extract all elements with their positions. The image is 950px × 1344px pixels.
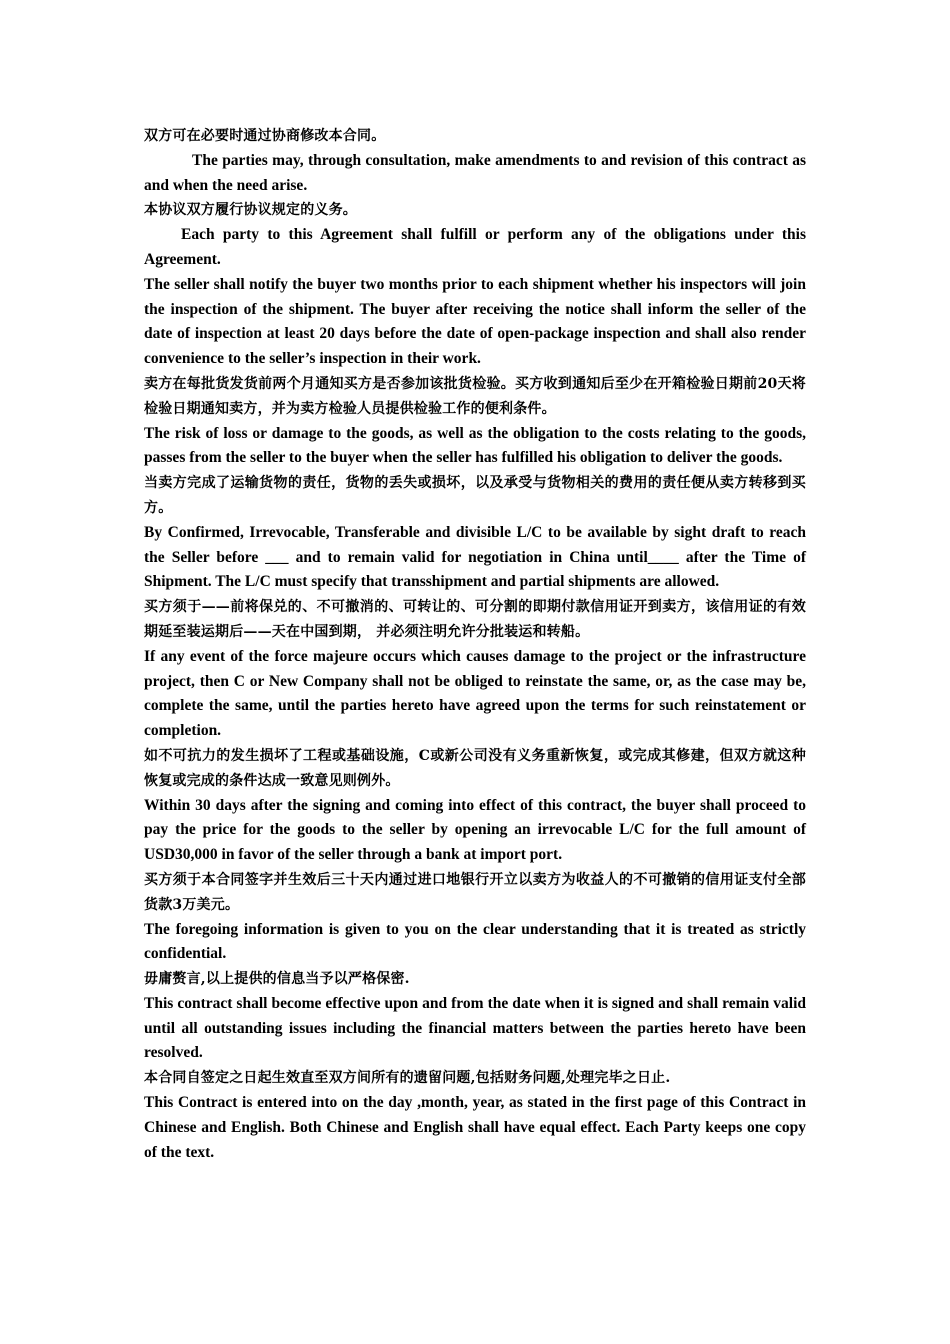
paragraph-zh-risk: 当卖方完成了运输货物的责任，货物的丢失或损坏，以及承受与货物相关的费用的责任便从卖方转移到买方。 xyxy=(144,475,806,516)
paragraph-en-languages: This Contract is entered into on the day ,month, year, as stated in the first page of this Contract in Chinese and English. Both Chinese and English shall have equal effect. Each Party keeps one copy of the text. xyxy=(144,1094,806,1161)
document-body xyxy=(144,124,806,1165)
paragraph-zh-effective: 本合同自签定之日起生效直至双方间所有的遗留问题,包括财务问题,处理完毕之日止. xyxy=(144,1070,671,1087)
paragraph-zh-force-majeure: 如不可抗力的发生损坏了工程或基础设施，C或新公司没有义务重新恢复，或完成其修建，但双方就这种恢复或完成的条件达成一致意见则例外。 xyxy=(144,747,806,789)
paragraph-zh-payment: 买方须于本合同签字并生效后三十天内通过进口地银行开立以卖方为收益人的不可撤销的信用证支付全部货款3万美元。 xyxy=(144,871,806,913)
paragraph-zh-amendment: 双方可在必要时通过协商修改本合同。 xyxy=(144,128,386,144)
paragraph-en-letter-of-credit: By Confirmed, Irrevocable, Transferable and divisible L/C to be available by sight draft to reach the Seller before ___ and to remain valid for negotiation in China until____ after the Time of Shipment. The L/C must specify that transshipment and partial shipments are allowed. xyxy=(144,523,806,591)
paragraph-en-obligations: Each party to this Agreement shall fulfill or perform any of the obligations under this Agreement. xyxy=(144,226,806,268)
paragraph-en-force-majeure: If any event of the force majeure occurs which causes damage to the project or the infrastructure project, then C or New Company shall not be obliged to reinstate the same, or, as the case may be, complete the same, until the parties hereto have agreed upon the terms for such reinstatement or completion. xyxy=(144,647,806,740)
paragraph-en-payment: Within 30 days after the signing and coming into effect of this contract, the buyer shall proceed to pay the price for the goods to the seller by opening an irrevocable L/C for the full amount of USD30,000 in favor of the seller through a bank at import port. xyxy=(144,796,806,864)
paragraph-zh-obligations: 本协议双方履行协议规定的义务。 xyxy=(144,202,357,219)
paragraph-zh-confidential: 毋庸赘言,以上提供的信息当予以严格保密. xyxy=(144,971,410,988)
paragraph-en-confidential: The foregoing information is given to you on the clear understanding that it is treated as strictly confidential. xyxy=(144,920,806,963)
paragraph-en-effective: This contract shall become effective upon and from the date when it is signed and shall remain valid until all outstanding issues including the financial matters between the parties hereto have been resolved. xyxy=(144,994,806,1062)
paragraph-zh-letter-of-credit: 买方须于——前将保兑的、不可撤消的、可转让的、可分割的即期付款信用证开到卖方，该信用证的有效期延至装运期后——天在中国到期， 并必须注明允许分批装运和转船。 xyxy=(144,599,806,640)
paragraph-en-inspection: The seller shall notify the buyer two months prior to each shipment whether his inspectors will join the inspection of the shipment. The buyer after receiving the notice shall inform the seller of the date of inspection at least 20 days before the date of open-package inspection and shall also render convenience to the seller’s inspection in their work. xyxy=(144,275,806,368)
paragraph-en-risk: The risk of loss or damage to the goods, as well as the obligation to the costs relating to the goods, passes from the seller to the buyer when the seller has fulfilled his obligation to deliver the goods. xyxy=(144,424,806,467)
paragraph-en-amendment: The parties may, through consultation, make amendments to and revision of this contract as and when the need arise. xyxy=(144,151,806,194)
paragraph-zh-inspection: 卖方在每批货发货前两个月通知买方是否参加该批货检验。买方收到通知后至少在开箱检验日期前20天将检验日期通知卖方，并为卖方检验人员提供检验工作的便利条件。 xyxy=(144,375,806,417)
